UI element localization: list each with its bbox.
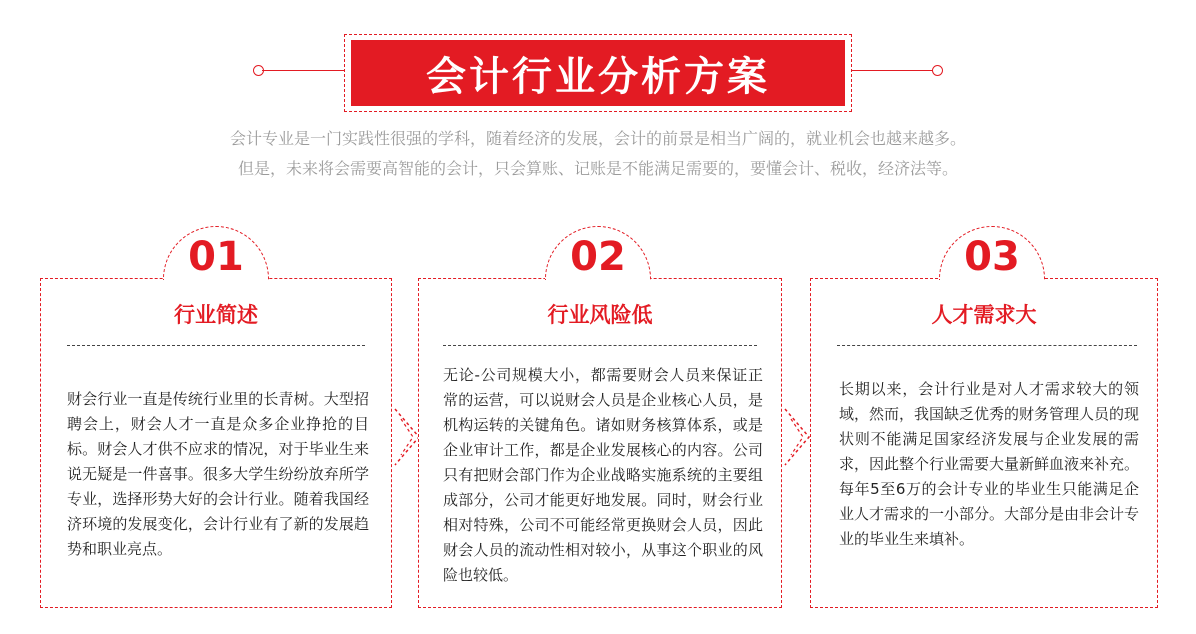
card-number: 02 <box>570 234 626 280</box>
card-body: 财会行业一直是传统行业里的长青树。大型招聘会上，财会人才一直是众多企业挣抢的目标。财会人才供不应求的情况，对于毕业生来说无疑是一件喜事。很多大学生纷纷放弃所学专业，选择形势大好的会计行业。随着我国经济环境的发展变化，会计行业有了新的发展趋势和职业亮点。 <box>67 390 369 558</box>
banner-right-line <box>852 70 934 71</box>
card-talent-demand <box>810 278 1158 608</box>
card-title: 行业简述 <box>174 303 258 327</box>
page-title: 会计行业分析方案 <box>351 40 845 106</box>
intro-line-2: 但是，未来将会需要高智能的会计，只会算账、记账是不能满足需要的，要懂会计、税收，经济法等。 <box>237 159 958 178</box>
card-divider <box>67 345 365 346</box>
card-number: 01 <box>188 234 244 280</box>
chevron-right-icon <box>783 407 813 467</box>
card-body: 长期以来，会计行业是对人才需求较大的领域，然而，我国缺乏优秀的财务管理人员的现状则不能满足国家经济发展与企业发展的需求，因此整个行业需要大量新鲜血液来补充。每年5至6万的会计专业的毕业生只能满足企业人才需求的一小部分。大部分是由非会计专业的毕业生来填补。 <box>839 380 1140 548</box>
card-title: 人才需求大 <box>931 303 1037 327</box>
card-number: 03 <box>964 234 1020 280</box>
card-title: 行业风险低 <box>547 303 653 327</box>
card-low-risk <box>418 278 782 608</box>
card-divider <box>443 345 757 346</box>
banner-left-line <box>262 70 344 71</box>
intro-line-1: 会计专业是一门实践性很强的学科，随着经济的发展，会计的前景是相当广阔的，就业机会也越来越多。 <box>229 129 966 148</box>
card-industry-overview <box>40 278 392 608</box>
banner-right-dot <box>932 65 943 76</box>
card-divider <box>837 345 1137 346</box>
card-body: 无论-公司规模大小，都需要财会人员来保证正常的运营，可以说财会人员是企业核心人员，是机构运转的关键角色。诸如财务核算体系，或是企业审计工作，都是企业发展核心的内容。公司只有把财会部门作为企业战略实施系统的主要组成部分，公司才能更好地发展。同时，财会行业相对特殊，公司不可能经常更换财会人员，因此财会人员的流动性相对较小，从事这个职业的风险也较低。 <box>443 366 763 584</box>
